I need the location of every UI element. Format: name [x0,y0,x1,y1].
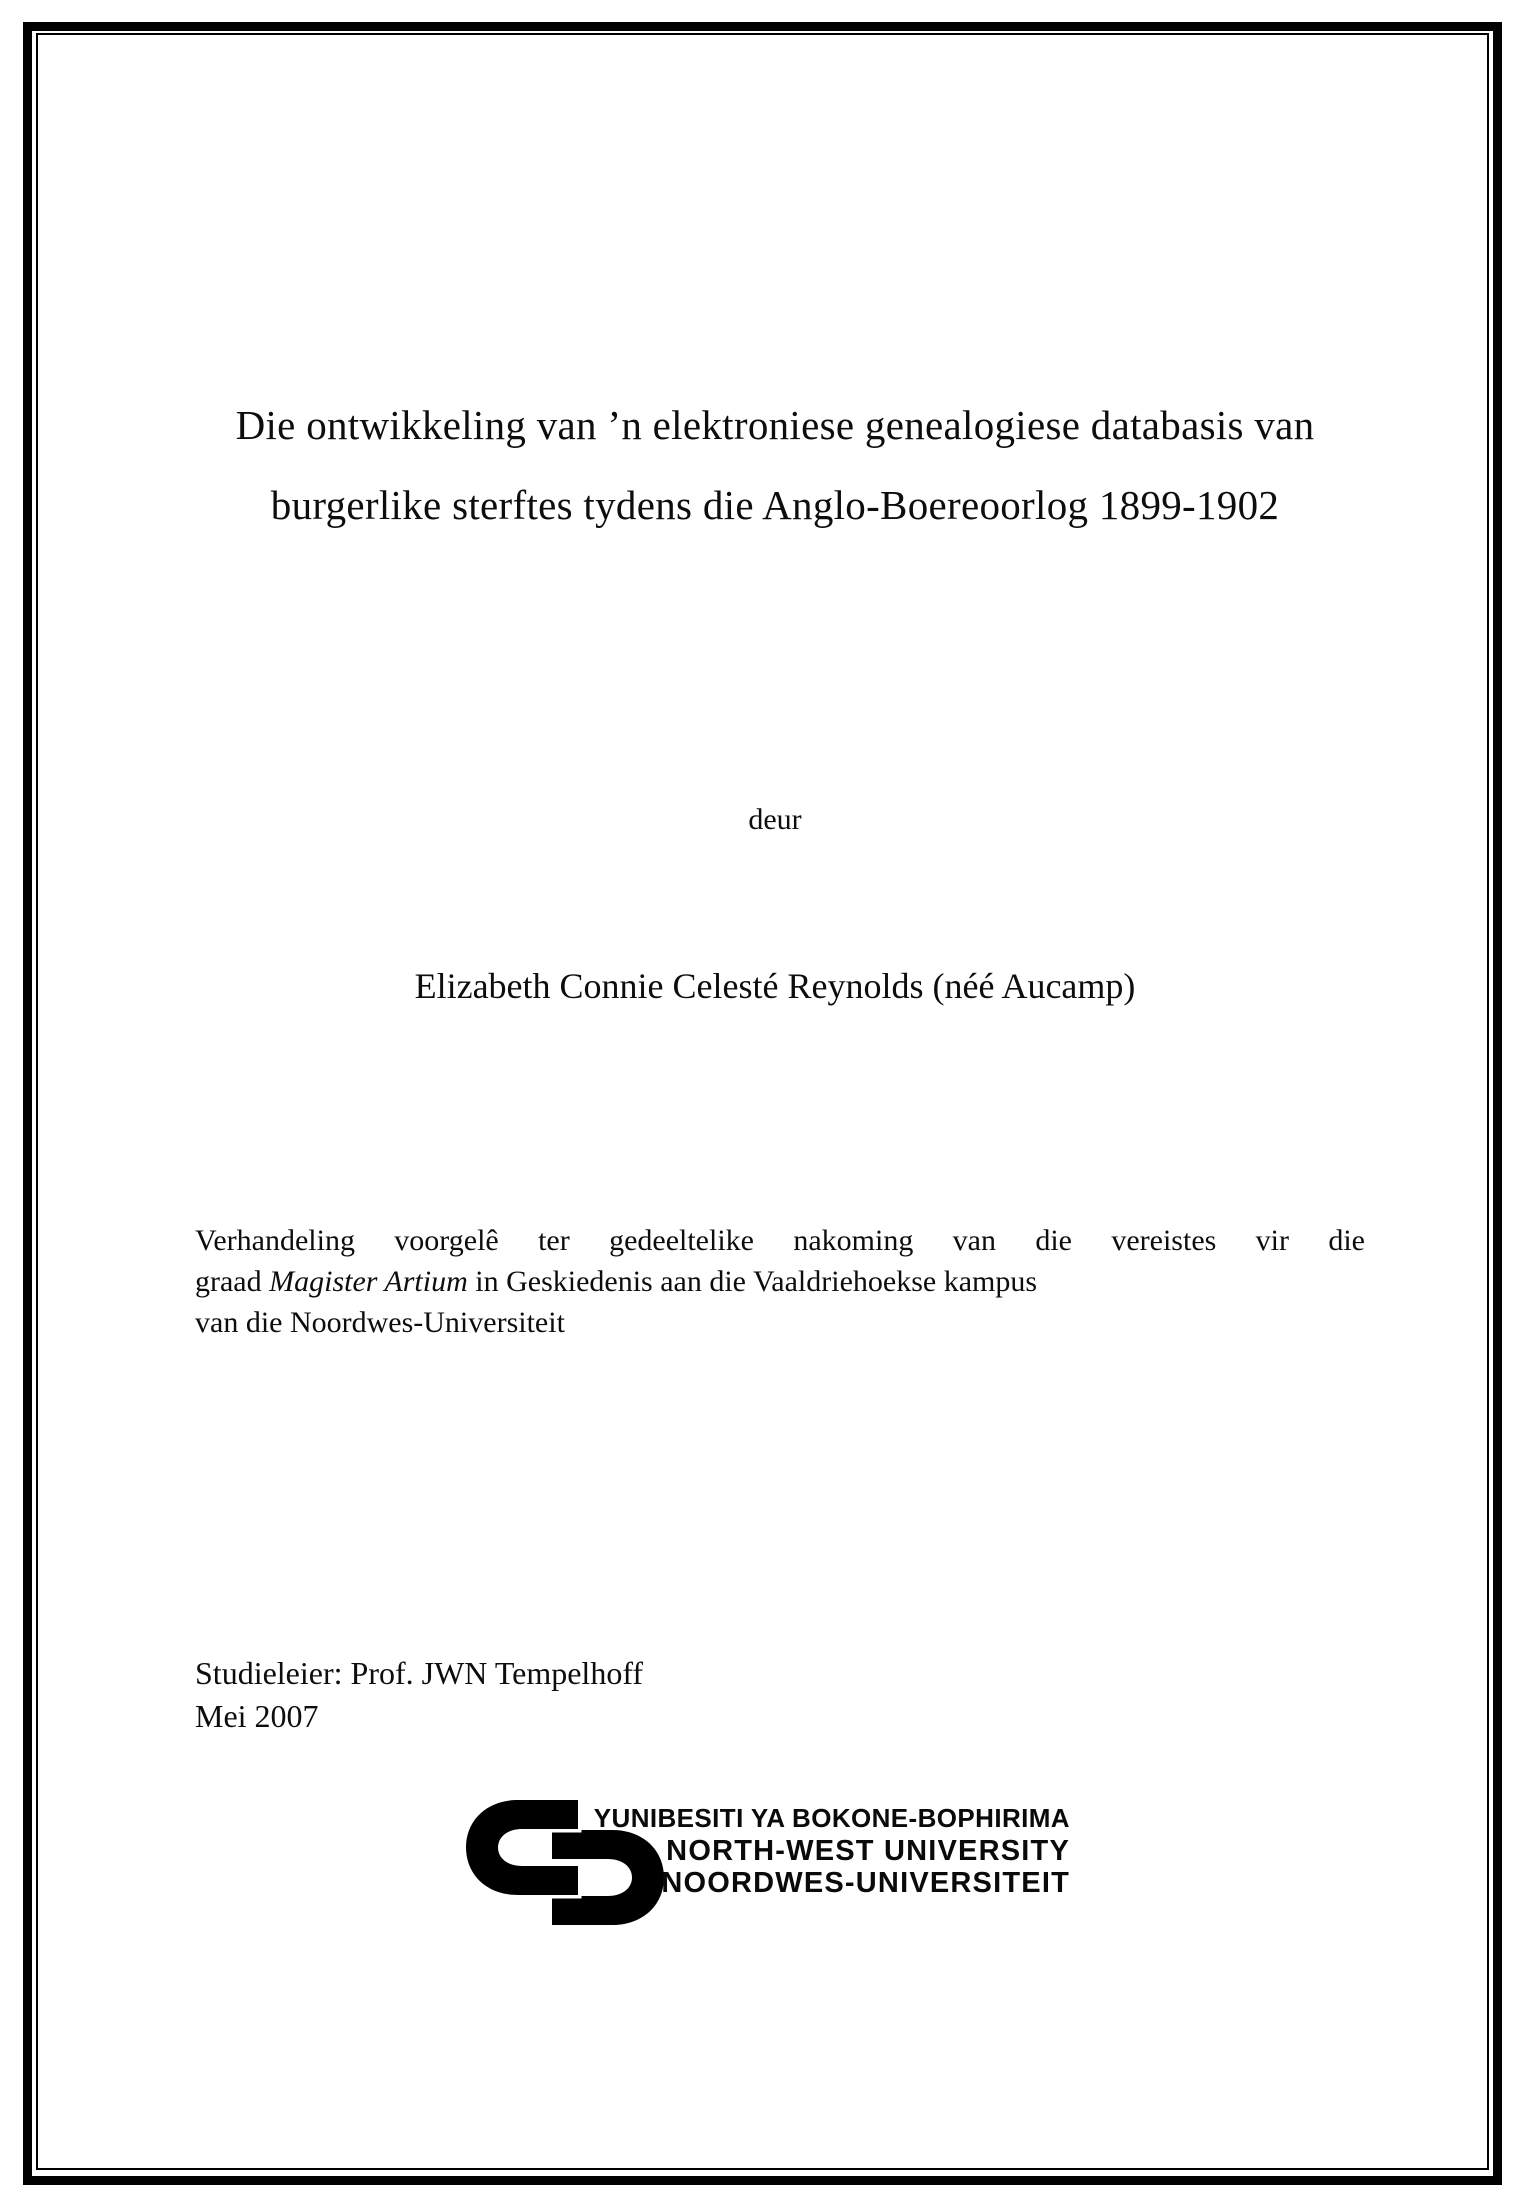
university-logo [466,1798,1106,1968]
supervisor-block [195,1652,1095,1738]
logo-line-setswana: YUNIBESITI YA BOKONE-BOPHIRIMA [593,1803,1070,1833]
author-name: Elizabeth Connie Celesté Reynolds (néé Aucamp) [414,966,1136,1006]
degree-statement-line3: van die Noordwes-Universiteit [195,1306,565,1339]
supervisor-line: Studieleier: Prof. JWN Tempelhoff [195,1655,644,1691]
degree-statement [195,1220,1365,1343]
logo-line-english: NORTH-WEST UNIVERSITY [666,1835,1070,1867]
thesis-title-line1: Die ontwikkeling van ’n elektroniese genealogiese databasis van [235,402,1315,448]
degree-statement-line1: Verhandeling voorgelê ter gedeeltelike nakoming van die vereistes vir die [195,1224,1365,1257]
thesis-title-line2: burgerlike sterftes tydens die Anglo-Boereoorlog 1899-1902 [270,482,1280,528]
byline-label: deur [748,803,802,836]
date-line: Mei 2007 [195,1698,319,1734]
degree-statement-line2: graad Magister Artium in Geskiedenis aan die Vaaldriehoekse kampus [195,1265,1038,1298]
degree-name-italic: Magister Artium [269,1265,468,1298]
logo-line-afrikaans: NOORDWES-UNIVERSITEIT [661,1867,1070,1899]
thesis-title [110,385,1440,545]
university-logo-text [584,1802,1070,1899]
